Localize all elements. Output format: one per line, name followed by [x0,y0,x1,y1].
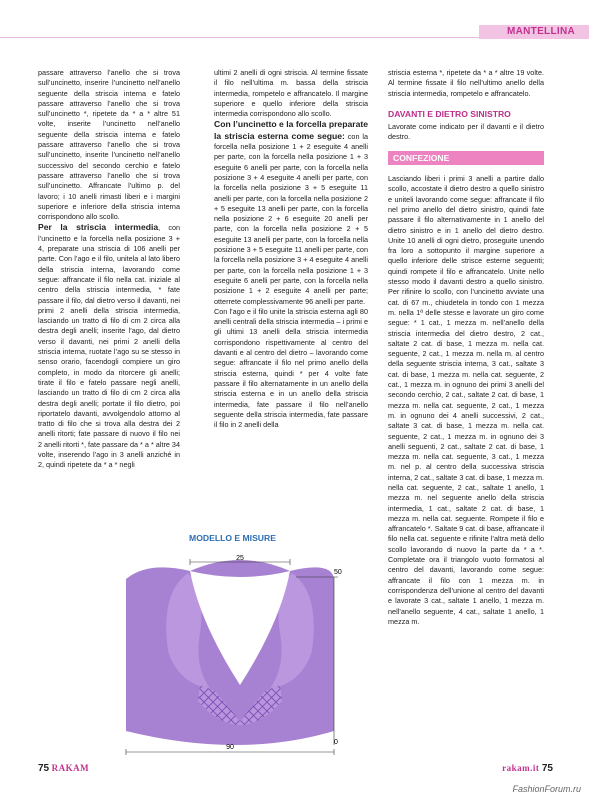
paragraph-col1: passare attraverso l’anello che si trova sull’uncinetto, inserire l’uncinetto nell’anello seguente della striscia interna e fatelo passare attraverso l’anello che si trova sull’uncinetto *, ripetete da * a * altre 51 volte, inserite l’uncinetto nell’anello seguente della striscia interna e fatelo passare attraverso l’anello che si trova sull’uncinetto, inserite l’uncinetto nell’anello successivo del secondo cerchio e fatelo passare attraverso l’anello che si trova sull’uncinetto. Affrancate l’ultimo p. del lavoro; i 10 anelli rimasti liberi e i margini superiore e inferiore della striscia interna corrispondono allo scollo. [38,68,180,222]
watermark: FashionForum.ru [512,784,581,794]
pattern-diagram [120,553,360,758]
page-number-right: 75 [541,763,553,774]
section-title: MANTELLINA [507,26,575,37]
dim-label-right-bottom: 0 [334,739,338,746]
paragraph-col3a: striscia esterna *, ripetete da * a * altre 19 volte. Al termine fissate il filo nell’ultimo anello della striscia intermedia, rompetelo e affrancatelo. [388,68,544,98]
column-3 [388,68,544,627]
lead-striscia-esterna: Con l’uncinetto e la forcella preparate la striscia esterna come segue: [214,119,368,141]
column-1 [38,68,180,471]
dim-label-right-top: 50 [334,569,342,576]
lead-striscia-intermedia: Per la striscia intermedia [38,222,159,233]
footer-right [502,763,553,774]
text-striscia-esterna: con la forcella nella posizione 1 + 2 eseguite 4 anelli per parte, con la forcella nella posizione 1 + 3 eseguite 6 anelli per parte, con la forcella nella posizione 3 + 4 eseguite 4 anelli per parte, con la forcella nella posizione 3 + 5 eseguite 11 anelli per parte, con la forcella nella posizione 2 + 5 eseguite 13 anelli per parte, con la forcella nella posizione 2 + 6 eseguite 20 anelli per parte, con la forcella nella posizione 2 + 5 eseguite 13 anelli per parte, con la forcella nella posizione 3 + 5 eseguite 11 anelli per parte, con la forcella nella posizione 3 + 4 eseguite 4 anelli per parte, con la forcella nella posizione 1 + 3 eseguite 6 anelli per parte, con la forcella nella posizione 1 + 2 eseguite 4 anelli per parte; otterrete complessivamente 96 anelli per parte. [214,131,368,306]
diagram-title: MODELLO E MISURE [189,533,276,543]
heading-davanti-dietro-sinistro: DAVANTI E DIETRO SINISTRO [388,108,511,119]
footer-left [38,763,89,774]
dim-label-bottom: 90 [226,744,234,751]
page-number-left: 75 [38,763,50,774]
magazine-name: RAKAM [51,763,90,773]
paragraph-col2a: ultimi 2 anelli di ogni striscia. Al termine fissate il filo nell’ultima m. bassa della striscia intermedia, rompetelo e affrancatelo. Il margine superiore e quello inferiore della striscia intermedia corrispondono allo scollo. [214,68,368,119]
paragraph-col2c: Con l’ago e il filo unite la striscia esterna agli 80 anelli centrali della striscia intermedia – i primi e gli ultimi 13 anelli della striscia intermedia corrispondono rispettivamente al centro del davanti e al centro del dietro – lavorando come segue: affrancate il filo nel primo anello della striscia esterna, quindi * per 4 volte fate passare il filo alternatamente in un anello della striscia esterna e in un anello della striscia intermedia, fate passare il filo nell’anello seguente della striscia intermedia, fate passare il filo in 2 anelli della [214,306,368,430]
text-striscia-intermedia: , con l’uncinetto e la forcella nella posizione 3 + 4, preparate una striscia di 106 anelli per parte. Con l’ago e il filo, unitela al lato libero della striscia interna, lavorando come segue: affrancate il filo nella cat. iniziale al centro della striscia intermedia, * fate passare il filo, dal dietro verso il davanti, nei primi 2 anelli della striscia intermedia, lasciando un tratto di filo di cm 2 circa alla destra degli anelli; inserite l’ago, dal dietro verso il davanti, nei primi 2 anelli della striscia interna, ruotate l’ago su se stesso in senso orario, facendogli compiere un giro completo, in modo da ritorcere gli anelli; tirate il filo e fatelo passare negli anelli, lasciando un tratto di filo di cm 2 circa alla destra degli anelli; portate il filo dietro, poi riportatelo davanti, avvolgendolo attorno al tratto di filo che si trova alla destra dei 2 anelli ritorti; fate passare di nuovo il filo nei 2 anelli ritorti *, fate passare da * a * altre 34 volte, inserendo l’ago in 3 anelli anziché in 2, quindi ripetete da * a * negli [38,223,181,470]
column-2 [214,68,368,430]
paragraph-striscia-intermedia [38,222,180,470]
dim-label-top: 25 [236,555,244,562]
paragraph-col3b: Lavorate come indicato per il davanti e il dietro destro. [388,122,544,142]
paragraph-confezione: Lasciando liberi i primi 3 anelli a partire dallo scollo, accostate il dietro destro a quello sinistro e uniteli lavorando come segue: affrancate il filo nel primo anello del dietro sinistro, quindi fate passare il filo alternativamente in 1 anello del dietro sinistro e in 1 anello del dietro destro. Unite 10 anelli di ogni dietro, proseguite unendo fra loro a sottopunto il margine superiore a quello inferiore delle strisce esterne seguenti; quindi rompete il filo e affrancatelo. Unite nello stesso modo il davanti destro a quello sinistro. Per rifinire lo scollo, con l’uncinetto avviate una cat. di 67 m., chiudetela in tondo con 1 mezza m. nella 1ª delle stesse e lavorate un giro come segue: * 1 cat., 1 mezza m. nell’anello della striscia intermedia del dietro destro, 2 cat., saltate 2 cat. di base, 1 mezza m. nella cat. seguente, 2 cat., 1 mezza m. nella m. al centro della seguente striscia interna, 3 cat., saltate 3 cat. di base, 1 mezza m. nella cat. seguente, 2 cat., 1 mezza m. in ognuno dei primi 3 anelli del secondo cerchio, 2 cat., saltate 2 cat. di base, 1 mezza m. nella cat. seguente, 2 cat., 1 mezza m. in ognuno dei 4 anelli successivi, 2 cat., saltate 3 cat. di base, 1 mezza m. nella cat. seguente, 2 cat., 1 mezza m. in ognuno dei 3 anelli seguenti, 2 cat., saltate 2 cat. di base, 1 mezza m. nella cat. seguente, 3 cat., 1 mezza m. nel p. al centro della successiva striscia interna, 2 cat., saltate 3 cat. di base, 1 mezza m. nella cat. seguente, 2 cat., saltate 1 anello, 1 mezza m. nel seguente anello della striscia intermedia, 1 cat., saltate 2 cat. di base, 1 mezza m. nella cat. seguente. Rompete il filo e affrancatelo *. Saltate 9 cat. di base, affrancate il filo nella cat. seguente e rifinite l’altra metà dello scollo lavorando di nuovo la parte da * a *. Completate ora il triangolo vuoto formatosi al centro del davanti, lavorando come segue: affrancate il filo con 1 mezza m. in corrispondenza dell’unione al centro del davanti e lavorate 3 cat., saltate 1 anello, 1 mezza m. nell’anello seguente, 4 cat., saltate 1 anello, 1 mezza m. [388,174,544,626]
site-name[interactable]: rakam.it [502,763,540,773]
heading-confezione: CONFEZIONE [388,151,544,165]
paragraph-striscia-esterna [214,119,368,306]
